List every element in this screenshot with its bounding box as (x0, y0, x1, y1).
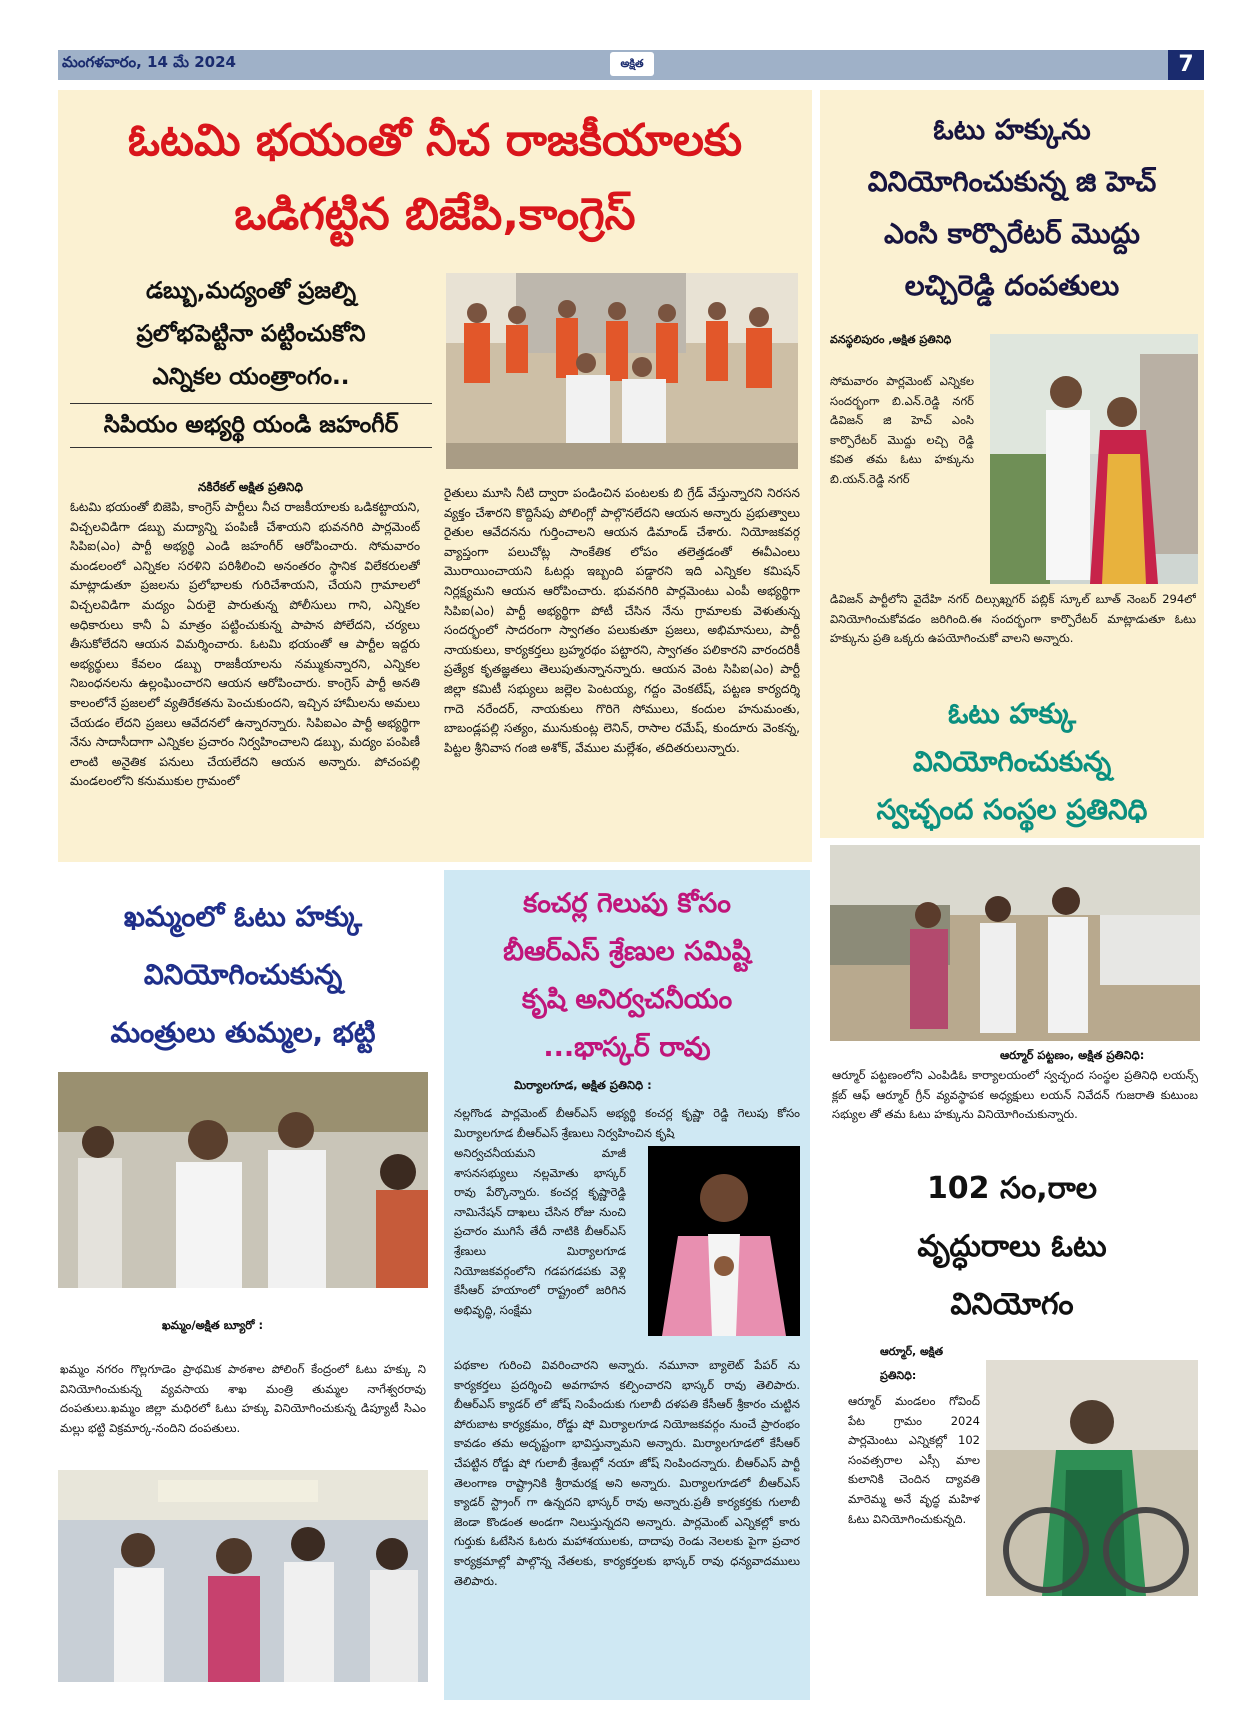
main-byline: నకిరేకల్ అక్షిత ప్రతినిధి (198, 480, 303, 494)
bhaskar-photo-image (648, 1146, 800, 1336)
corporator-headline-line: ఓటు హక్కును (933, 113, 1091, 146)
khammam-headline-line: వినియోగించుకున్న (143, 958, 343, 991)
elderly-byline: ఆర్మూర్, అక్షిత ప్రతినిధి: (880, 1345, 944, 1382)
elderly-photo-image (986, 1360, 1198, 1596)
bhaskar-rao-photo (648, 1146, 800, 1336)
kancharla-headline-line: కృషి అనిర్వచనీయం (521, 984, 733, 1015)
main-subhead (58, 270, 444, 448)
elderly-body: ఆర్మూర్ మండలం గోవింద్ పేట గ్రామం 2024 పార్లమెంటు ఎన్నికల్లో 102 సంవత్సరాల ఎస్సీ మాల కులానికి చెందిన ద్యావతి మారెమ్మ అనే వృద్ధ మహిళ ఓటు వినియోగించుకున్నది. (848, 1394, 980, 1526)
page-header-bar (58, 50, 1204, 80)
kancharla-article (444, 870, 810, 1700)
main-headline-line2: ఒడిగట్టిన బిజేపి,కాంగ్రెస్ (234, 189, 636, 240)
kancharla-byline: మిర్యాలగూడ, అక్షిత ప్రతినిధి : (514, 1078, 652, 1092)
bhatti-photo (58, 1470, 428, 1682)
elderly-headline-line: వినియోగం (950, 1287, 1074, 1322)
main-article (58, 90, 812, 862)
ngo-headline-line: ఓటు హక్కు (947, 697, 1077, 730)
kancharla-headline-line: కంచర్ల గెలుపు కోసం (523, 888, 731, 919)
page-number: 7 (1168, 50, 1204, 80)
kancharla-headline-line: బీఆర్ఎస్ శ్రేణుల సమిష్టి (503, 936, 751, 967)
tummala-photo-image (58, 1072, 428, 1288)
main-body-col2: రైతులు మూసి నీటి ద్వారా పండించిన పంటలకు బి గ్రేడ్ వేస్తున్నారని నిరసన వ్యక్తం చేశారని కొద్దిసేపు పోలింగ్లో పాల్గొనలేదని ఆయన అన్నారు ప్రభుత్వాలు రైతుల ఆవేదనను గుర్తించాలని ఆయన డిమాండ్ చేశారు. నియోజకవర్గ వ్యాప్తంగా పలుచోట్ల సాంకేతిక లోపం తలెత్తడంతో ఈవీఎంలు మొరాయించాయని ఓటర్లు ఇబ్బంది పడ్డారని ఇది ఎన్నికల కమిషన్ నిర్లక్ష్యమని ఆయన ఆరోపించారు. భువనగిరి పార్లమెంటు ఎంపీ అభ్యర్థిగా సిపిఐ(ఎం) పార్టీ అభ్యర్థిగా పోటీ చేసిన నేను గ్రామాలకు వెళుతున్న సందర్భంలో సాదరంగా స్వాగతం పలుకుతూ ప్రజలు, అభిమానులు, పార్టీ నాయకులు, కార్యకర్తలు బ్రహ్మరథం పట్టారని, స్వాగతం పలికారని వారందరికీ ప్రత్యేక కృతజ్ఞతలు తెలుపుతున్నానన్నారు. ఆయన వెంట సిపిఐ(ఎం) పార్టీ జిల్లా కమిటీ సభ్యులు జల్లెల పెంటయ్య, గద్దం వెంకటేష్, పట్టణ కార్యదర్శి గాదె నరేందర్, నాయకులు గొరిగె సోములు, కందుల హనుమంతు, బాబండ్లపల్లి సత్యం, మునుకుంట్ల లెనిన్, రాసాల రమేష్, కుందూరు వెంకన్న, పిట్టల శ్రీనివాస గంజి అశోక్, వేముల మల్లేశం, తదితరులున్నారు. (444, 486, 800, 755)
couple-photo-image (990, 334, 1198, 584)
elderly-vote-headline (820, 1160, 1204, 1334)
corporator-headline-line: లచ్చిరెడ్డి దంపతులు (904, 269, 1120, 302)
bhatti-photo-image (58, 1470, 428, 1682)
group-photo-image (446, 273, 798, 469)
tummala-photo (58, 1072, 428, 1288)
corporator-headline-line: వినియోగించుకున్న జి హెచ్ (867, 165, 1157, 198)
corporator-headline (820, 104, 1204, 312)
khammam-byline: ఖమ్మం/అక్షిత బ్యూరో : (162, 1318, 264, 1332)
masthead-logo: అక్షిత (610, 52, 654, 76)
ngo-body: ఆర్మూర్ పట్టణంలోని ఎంపిడిఓ కార్యాలయంలో స్వచ్ఛంద సంస్థల ప్రతినిధి లయన్స్ క్లబ్ ఆఫ్ ఆర్మూర్ గ్రీన్ వ్యవస్థాపక అధ్యక్షులు లయన్ నివేదన్ గుజరాతి కుటుంబ సభ్యుల తో తమ ఓటు హక్కును వినియోగించుకున్నారు. (832, 1068, 1198, 1122)
main-headline (58, 104, 812, 252)
corporator-headline-line: ఎంసి కార్పొరేటర్ మొద్దు (884, 217, 1140, 250)
corporator-couple-photo (990, 334, 1198, 584)
main-body-col1: ఓటమి భయంతో బిజెపి, కాంగ్రెస్ పార్టీలు నీచ రాజకీయాలకు ఒడికట్టాయని, విచ్చలవిడిగా డబ్బు మద్యాన్ని పంపిణీ చేశాయని భువనగిరి పార్లమెంట్ సిపిఐ(ఎం) పార్టీ అభ్యర్థి ఎండి జహంగీర్ ఆరోపించారు. సోమవారం మండలంలో ఎన్నికల సరళిని పరిశీలించి అనంతరం స్థానిక విలేకరులతో మాట్లాడుతూ ప్రజలను ప్రలోభాలకు గురిచేశాయని, చేయని గ్రామాలలో విచ్చలవిడిగా మద్యం ఏరులై పారుతున్న పోలీసులు గాని, ఎన్నికల అధికారులు కానీ ఏ మాత్రం పట్టించుకున్న పాపాన పోలేదని, చర్యలు తీసుకోలేదని ఆయన విమర్శించారు. ఓటమి భయంతో ఆ పార్టీల ఇద్దరు అభ్యర్థులు కేవలం డబ్బు రాజకీయాలను నమ్ముకున్నారని, ఎన్నికల నిబంధనలను ఉల్లంఘించారని ఆయన ఆరోపించారు. కాంగ్రెస్ పార్టీ అనతి కాలంలోనే ప్రజలలో వ్యతిరేకతను పెంచుకుందని, ఇచ్చిన హామీలను అమలు చేయడం లేదని ప్రజలు ఆవేదనలో ఉన్నారన్నారు. సిపిఐఎం పార్టీ అభ్యర్థిగా నేను సాదాసీదాగా ఎన్నికల ప్రచారం నిర్వహించాలని డబ్బు, మద్యం పంపిణీ లాంటి అనైతిక పనులు చేయలేదని ఆయన అన్నారు. పోచంపల్లి మండలంలోని కనుముకుల గ్రామంలో (70, 500, 420, 789)
main-subhead-line: ఎన్నికల యంత్రాంగం.. (152, 364, 350, 390)
corporator-full-text: డివిజన్ పార్టీలోని వైదేహి నగర్ దిల్సుఖ్నగర్ పబ్లిక్ స్కూల్ బూత్ నెంబర్ 294లో వినియోగించుకోవడం జరిగింది.ఈ సందర్భంగా కార్పొరేటర్ మాట్లాడుతూ ఓటు హక్కును ప్రతి ఒక్కరు ఉపయోగించుకో వాలని అన్నారు. (830, 592, 1196, 646)
issue-date: మంగళవారం, 14 మే 2024 (62, 53, 236, 71)
corporator-vote-article (820, 90, 1204, 838)
ngo-headline-line: స్వచ్ఛంద సంస్థల ప్రతినిధి (876, 793, 1148, 826)
corporator-byline: వనస్థలిపురం ,అక్షిత ప్రతినిధి (830, 333, 952, 346)
kancharla-headline-line: ...భాస్కర్ రావు (543, 1032, 711, 1063)
main-subhead-line: ప్రలోభపెట్టినా పట్టించుకోని (136, 321, 366, 347)
corporator-side-text: సోమవారం పార్లమెంట్ ఎన్నికల సందర్భంగా బి.ఎన్.రెడ్డి నగర్ డివిజన్ జి హెచ్ ఎంసి కార్పొరేటర్ మొద్దు లచ్చి రెడ్డి కవిత తమ ఓటు హక్కును బి.యన్.రెడ్డి నగర్ (830, 374, 974, 486)
kancharla-body: పథకాల గురించి వివరించారని అన్నారు. నమూనా బ్యాలెట్ పేపర్ ను కార్యకర్తలు ప్రదర్శించి అవగాహన కల్పించారని భాస్కర్ రావు తెలిపారు. బీఆర్ఎస్ క్యాడర్ లో జోష్ నింపేందుకు గులాబీ దళపతి కేసీఆర్ శ్రీకారం చుట్టిన పోరుబాట కార్యక్రమం, రోడ్డు షో మిర్యాలగూడ నియోజకవర్గం నుంచే ప్రారంభం కావడం తమ అదృష్టంగా భావిస్తున్నామని అన్నారు. మిర్యాలగూడలో కేసీఆర్ చేపట్టిన రోడ్డు షో గులాబీ శ్రేణుల్లో నయా జోష్ నింపిందన్నారు. బీఆర్ఎస్ పార్టీ తెలంగాణ రాష్ట్రానికి శ్రీరామరక్ష అని అన్నారు. మిర్యాలగూడలో బీఆర్ఎస్ క్యాడర్ స్ట్రాంగ్ గా ఉన్నదని భాస్కర్ రావు అన్నారు.ప్రతీ కార్యకర్తకు గులాబీ జెండా కొండంత అండగా నిలుస్తున్నదని అన్నారు. పార్లమెంట్ ఎన్నికల్లో కారు గుర్తుకు ఓటేసిన ఓటరు మహాశయులకు, దాదాపు రెండు నెలలకు పైగా ప్రచార కార్యక్రమాల్లో పాల్గొన్న నేతలకు, కార్యకర్తలకు భాస్కర్ రావు ధన్యవాదములు తెలిపారు. (454, 1358, 800, 1588)
elderly-woman-photo (986, 1360, 1198, 1596)
kancharla-intro: నల్లగొండ పార్లమెంట్ బీఆర్ఎస్ అభ్యర్థి కంచర్ల కృష్ణా రెడ్డి గెలుపు కోసం మిర్యాలగూడ బీఆర్ఎస్ శ్రేణులు నిర్వహించిన కృషి (454, 1106, 800, 1140)
ngo-byline: ఆర్మూర్ పట్టణం, అక్షిత ప్రతినిధి: (1000, 1048, 1145, 1062)
khammam-headline-line: ఖమ్మంలో ఓటు హక్కు (123, 900, 363, 933)
ngo-headline (820, 690, 1204, 834)
ngo-headline-line: వినియోగించుకున్న (912, 745, 1112, 778)
candidate-name-subhead: సిపియం అభ్యర్థి యండి జహంగీర్ (70, 403, 432, 448)
kancharla-side-text: అనిర్వచనీయమని మాజీ శాసనసభ్యులు నల్లమోతు భాస్కర్ రావు పేర్కొన్నారు. కంచర్ల కృష్ణారెడ్డి నామినేషన్ దాఖలు చేసిన రోజు నుంచి ప్రచారం ముగిసే తేదీ నాటికి బీఆర్ఎస్ శ్రేణులు మిర్యాలగూడ నియోజకవర్గంలోని గడపగడపకు వెళ్లి కేసీఆర్ హయాంలో రాష్ట్రంలో జరిగిన అభివృద్ధి, సంక్షేమ (454, 1146, 626, 1317)
family-photo-image (830, 845, 1200, 1041)
cpim-group-photo (446, 273, 798, 469)
khammam-headline (58, 888, 428, 1062)
main-headline-line1: ఓటమి భయంతో నీచ రాజకీయాలకు (127, 115, 743, 166)
khammam-body: ఖమ్మం నగరం గొల్లగూడెం ప్రాథమిక పాఠశాల పోలింగ్ కేంద్రంలో ఓటు హక్కు ని వినియోగించుకున్న వ్యవసాయ శాఖ మంత్రి తుమ్మల నాగేశ్వరరావు దంపతులు.ఖమ్మం జిల్లా మధిరలో ఓటు హక్కు వినియోగించుకున్న డిప్యూటీ సిఎం మల్లు భట్టి విక్రమార్క-నందిని దంపతులు. (60, 1362, 426, 1435)
elderly-headline-line: 102 సం,రాల (926, 1171, 1098, 1206)
ngo-family-photo (830, 845, 1200, 1041)
main-subhead-line: డబ్బు,మద్యంతో ప్రజల్ని (145, 278, 357, 304)
khammam-headline-line: మంత్రులు తుమ్మల, భట్టి (110, 1016, 376, 1049)
elderly-headline-line: వృద్ధురాలు ఓటు (917, 1229, 1107, 1264)
kancharla-headline (444, 880, 810, 1072)
